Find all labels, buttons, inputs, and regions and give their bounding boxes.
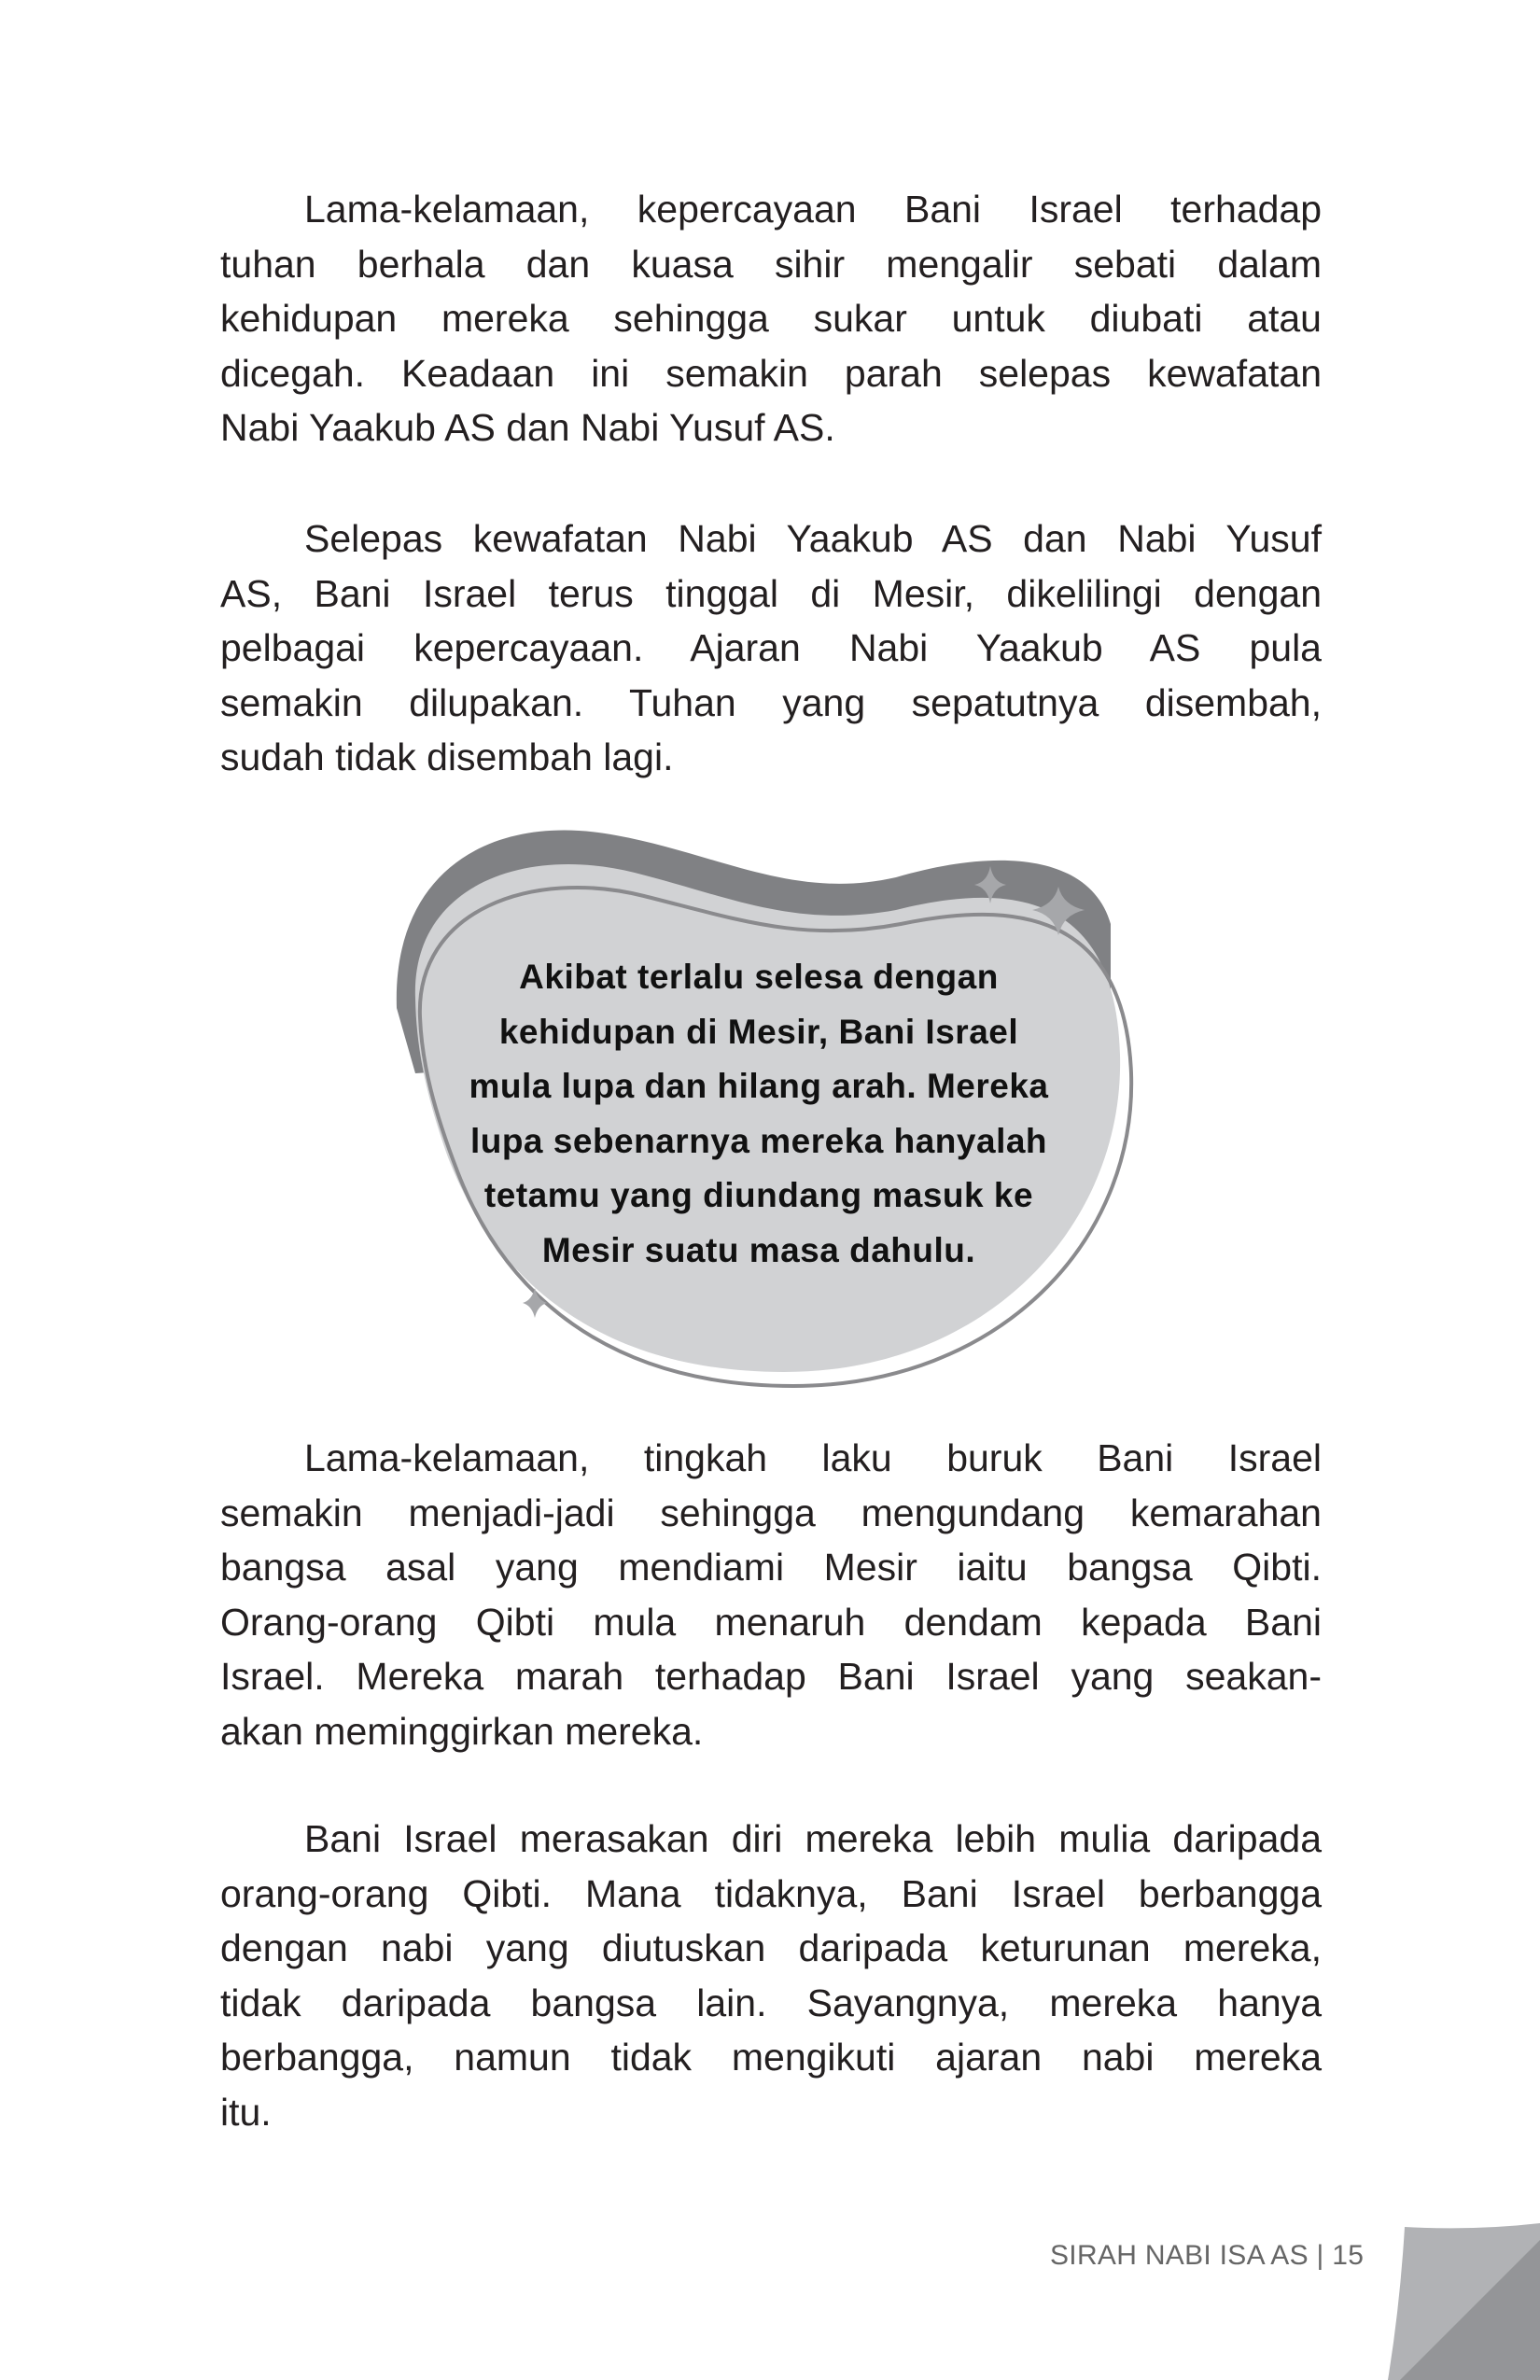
callout-line: tetamu yang diundang masuk ke bbox=[483, 1176, 1034, 1214]
callout-line: mula lupa dan hilang arah. Mereka bbox=[469, 1067, 1049, 1105]
paragraph-3 bbox=[220, 1431, 1322, 1758]
text-line: dengan nabi yang diutuskan daripada keturunan mereka, bbox=[220, 1926, 1322, 1969]
paragraph-2 bbox=[220, 511, 1322, 785]
text-line: Bani Israel merasakan diri mereka lebih mulia daripada bbox=[304, 1817, 1322, 1860]
text-line: semakin dilupakan. Tuhan yang sepatutnya disembah, bbox=[220, 680, 1322, 724]
text-line: berbangga, namun tidak mengikuti ajaran nabi mereka bbox=[220, 2036, 1322, 2079]
text-line: Selepas kewafatan Nabi Yaakub AS dan Nabi Yusuf bbox=[304, 517, 1322, 560]
text-line: Israel. Mereka marah terhadap Bani Israel yang seakan- bbox=[220, 1655, 1322, 1698]
callout-line: kehidupan di Mesir, Bani Israel bbox=[498, 1012, 1019, 1051]
text-line: sudah tidak disembah lagi. bbox=[220, 735, 674, 778]
text-line: AS, Bani Israel terus tinggal di Mesir, dikelilingi dengan bbox=[220, 571, 1322, 615]
text-line: Lama-kelamaan, tingkah laku buruk Bani Israel bbox=[304, 1436, 1322, 1479]
text-line: Lama-kelamaan, kepercayaan Bani Israel terhadap bbox=[304, 188, 1322, 231]
callout-line: lupa sebenarnya mereka hanyalah bbox=[469, 1121, 1048, 1160]
text-line: kehidupan mereka sehingga sukar untuk diubati atau bbox=[220, 297, 1322, 340]
text-line: itu. bbox=[220, 2090, 272, 2134]
text-line: pelbagai kepercayaan. Ajaran Nabi Yaakub AS pula bbox=[220, 626, 1322, 669]
text-line: orang-orang Qibti. Mana tidaknya, Bani Israel berbangga bbox=[220, 1871, 1322, 1915]
callout-text bbox=[432, 950, 1085, 1278]
text-line: Orang-orang Qibti mula menaruh dendam kepada Bani bbox=[220, 1600, 1322, 1644]
text-line: tidak daripada bangsa lain. Sayangnya, mereka hanya bbox=[220, 1981, 1322, 2024]
paragraph-1 bbox=[220, 182, 1322, 455]
paragraph-4 bbox=[220, 1812, 1322, 2139]
text-line: dicegah. Keadaan ini semakin parah selepas kewafatan bbox=[220, 351, 1322, 395]
text-line: akan meminggirkan mereka. bbox=[220, 1709, 704, 1753]
callout-line: Mesir suatu masa dahulu. bbox=[541, 1230, 976, 1269]
text-line: tuhan berhala dan kuasa sihir mengalir sebati dalam bbox=[220, 242, 1322, 286]
callout-line: Akibat terlalu selesa dengan bbox=[519, 958, 999, 996]
text-line: Nabi Yaakub AS dan Nabi Yusuf AS. bbox=[220, 406, 835, 449]
text-line: bangsa asal yang mendiami Mesir iaitu bangsa Qibti. bbox=[220, 1546, 1322, 1589]
text-line: semakin menjadi-jadi sehingga mengundang kemarahan bbox=[220, 1491, 1322, 1534]
page-footer: SIRAH NABI ISA AS | 15 bbox=[1050, 2240, 1365, 2271]
